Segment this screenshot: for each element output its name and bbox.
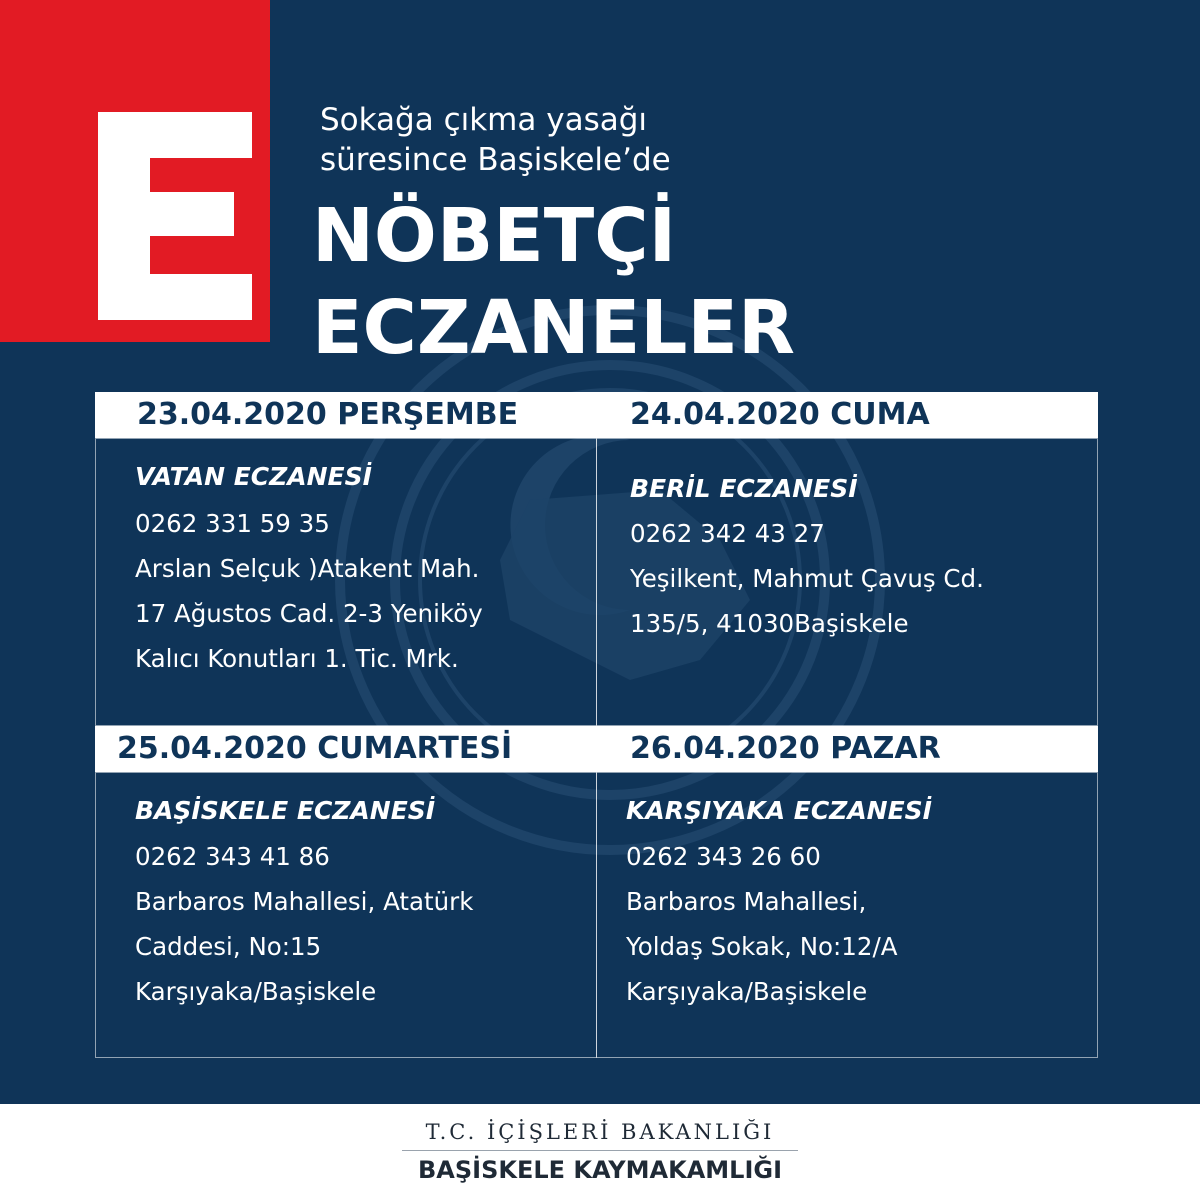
day-header-3: 25.04.2020 CUMARTESİ: [117, 731, 513, 766]
pharmacy-info-1: [135, 501, 483, 681]
pharmacy-address-3-line-1: Barbaros Mahallesi, Atatürk: [135, 887, 474, 916]
pharmacy-phone-3: 0262 343 41 86: [135, 842, 330, 871]
pharmacy-address-1-line-1: Arslan Selçuk )Atakent Mah.: [135, 554, 480, 583]
pharmacy-address-4-line-2: Yoldaş Sokak, No:12/A: [626, 932, 898, 961]
subtitle-line-1: Sokağa çıkma yasağı: [320, 102, 648, 138]
pharmacy-info-3: [135, 834, 473, 1014]
pharmacy-info-4: [626, 834, 897, 1014]
pharmacy-address-3-line-2: Caddesi, No:15: [135, 932, 322, 961]
pharmacy-address-3-line-3: Karşıyaka/Başiskele: [135, 977, 377, 1006]
subtitle: [320, 100, 740, 180]
pharmacy-info-2: [630, 511, 984, 646]
page-title: [312, 190, 795, 374]
pharmacy-e-logo-icon: [98, 112, 252, 320]
footer-divider: [402, 1150, 798, 1151]
schedule-grid: [95, 392, 1098, 1058]
office-name: BAŞİSKELE KAYMAKAMLIĞI: [417, 1156, 783, 1184]
title-line-1: NÖBETÇİ: [312, 193, 677, 279]
pharmacy-phone-2: 0262 342 43 27: [630, 519, 825, 548]
pharmacy-phone-1: 0262 331 59 35: [135, 509, 330, 538]
pharmacy-address-2-line-2: 135/5, 41030Başiskele: [630, 609, 909, 638]
pharmacy-address-4-line-3: Karşıyaka/Başiskele: [626, 977, 868, 1006]
pharmacy-phone-4: 0262 343 26 60: [626, 842, 821, 871]
pharmacy-name-3: BAŞİSKELE ECZANESİ: [135, 796, 436, 825]
pharmacy-address-4-line-1: Barbaros Mahallesi,: [626, 887, 867, 916]
pharmacy-name-2: BERİL ECZANESİ: [630, 474, 858, 503]
day-header-2: 24.04.2020 CUMA: [630, 397, 930, 432]
pharmacy-address-1-line-2: 17 Ağustos Cad. 2-3 Yeniköy: [135, 599, 483, 628]
subtitle-line-2: süresince Başiskele’de: [320, 142, 671, 178]
title-line-2: ECZANELER: [312, 285, 795, 371]
pharmacy-name-4: KARŞIYAKA ECZANESİ: [626, 796, 932, 825]
pharmacy-name-1: VATAN ECZANESİ: [135, 462, 372, 491]
day-header-4: 26.04.2020 PAZAR: [630, 731, 941, 766]
footer: [0, 1104, 1200, 1199]
day-header-1: 23.04.2020 PERŞEMBE: [137, 397, 519, 432]
pharmacy-address-1-line-3: Kalıcı Konutları 1. Tic. Mrk.: [135, 644, 459, 673]
pharmacy-address-2-line-1: Yeşilkent, Mahmut Çavuş Cd.: [630, 564, 984, 593]
ministry-name: T.C. İÇİŞLERİ BAKANLIĞI: [425, 1120, 775, 1144]
